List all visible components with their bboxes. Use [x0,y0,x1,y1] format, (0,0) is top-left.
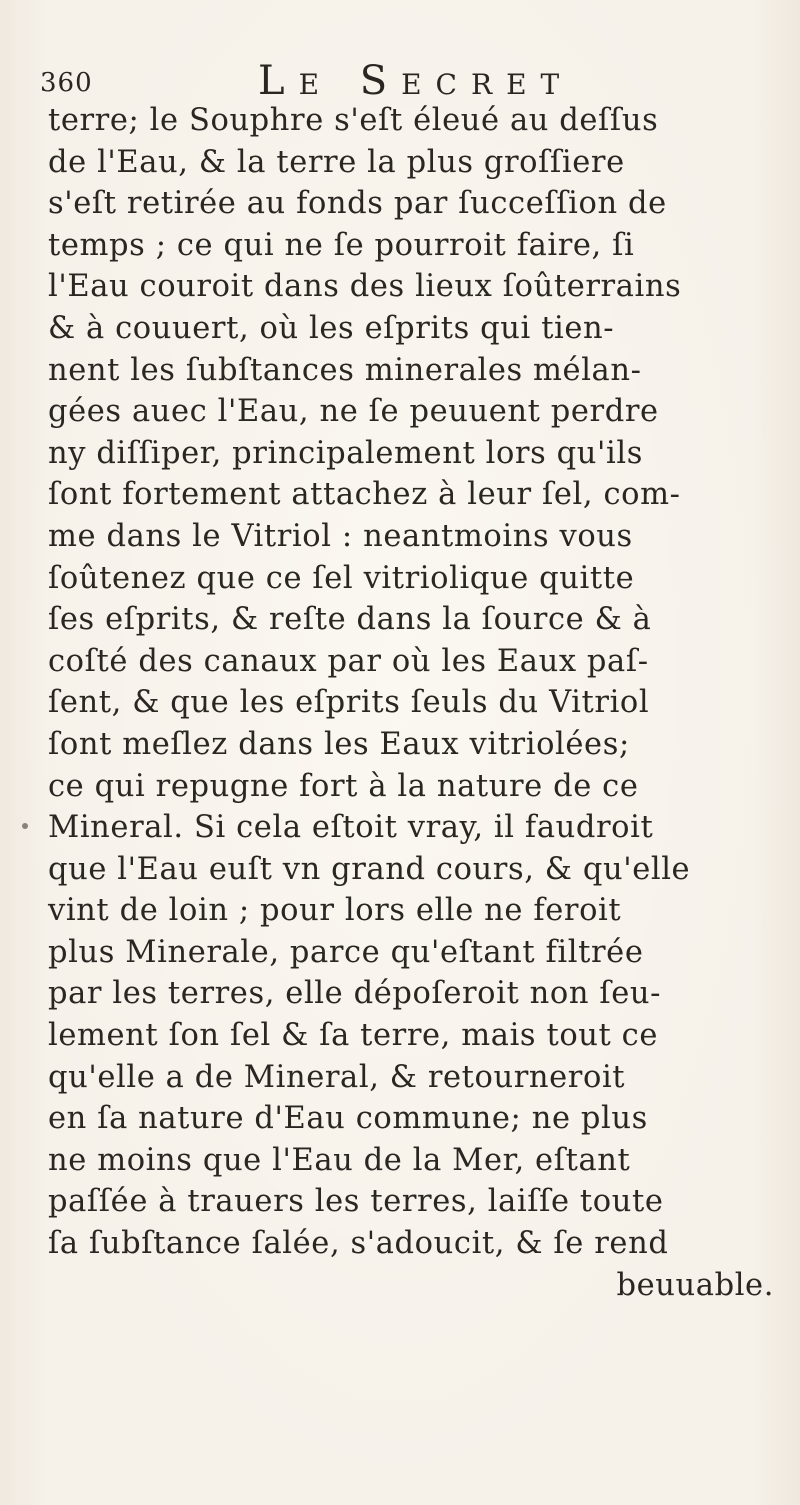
text-line: me dans le Vitriol : neantmoins vous [48,518,633,554]
text-line-final: beuuable. [616,1267,774,1303]
text-line: l'Eau couroit dans des lieux ſoûterrains [48,269,682,305]
text-line: ſa ſubſtance ſalée, s'adoucit, & ſe rend [48,1226,669,1262]
text-line: par les terres, elle dépoſeroit non ſeu- [48,976,662,1012]
text-line: que l'Eau euſt vn grand cours, & qu'elle [48,851,691,887]
text-line: ſes eſprits, & reſte dans la ſource & à [48,602,652,638]
text-line: & à couuert, où les eſprits qui tien- [48,310,615,346]
ink-speck [22,823,28,829]
page-number: 360 [40,68,93,98]
text-line: temps ; ce qui ne ſe pourroit faire, ſi [48,227,635,263]
text-line: nent les ſubſtances minerales mélan- [48,352,642,388]
text-line: ſont fortement attachez à leur ſel, com- [48,477,681,513]
text-line: lement ſon ſel & ſa terre, mais tout ce [48,1018,659,1054]
text-line: ne moins que l'Eau de la Mer, eſtant [48,1142,631,1178]
text-line: ny diſſiper, principalement lors qu'ils [48,435,643,471]
text-line: gées auec l'Eau, ne ſe peuuent perdre [48,394,659,430]
text-line: qu'elle a de Mineral, & retourneroit [48,1059,626,1095]
text-line: ce qui repugne fort à la nature de ce [48,768,639,804]
text-line: coſté des canaux par où les Eaux paſ- [48,643,649,679]
text-line: ſoûtenez que ce ſel vitriolique quitte [48,560,635,596]
text-line: ſent, & que les eſprits ſeuls du Vitriol [48,685,650,721]
text-line: vint de loin ; pour lors elle ne feroit [48,893,622,929]
text-line: terre; le Souphre s'eſt éleué au deſſus [48,103,659,138]
text-line: paſſée à trauers les terres, laiſſe toute [48,1184,664,1220]
text-line: Mineral. Si cela eſtoit vray, il faudroit [48,810,654,846]
body-text [48,100,788,1306]
text-line: ſont meſlez dans les Eaux vitriolées; [48,726,630,762]
text-line: de l'Eau, & la terre la plus groſſiere [48,144,625,180]
text-line: plus Minerale, parce qu'eſtant filtrée [48,934,644,970]
running-title: Le Secret [258,58,574,104]
text-line: s'eſt retirée au fonds par ſucceſſion de [48,186,667,222]
text-line: en ſa nature d'Eau commune; ne plus [48,1101,648,1137]
